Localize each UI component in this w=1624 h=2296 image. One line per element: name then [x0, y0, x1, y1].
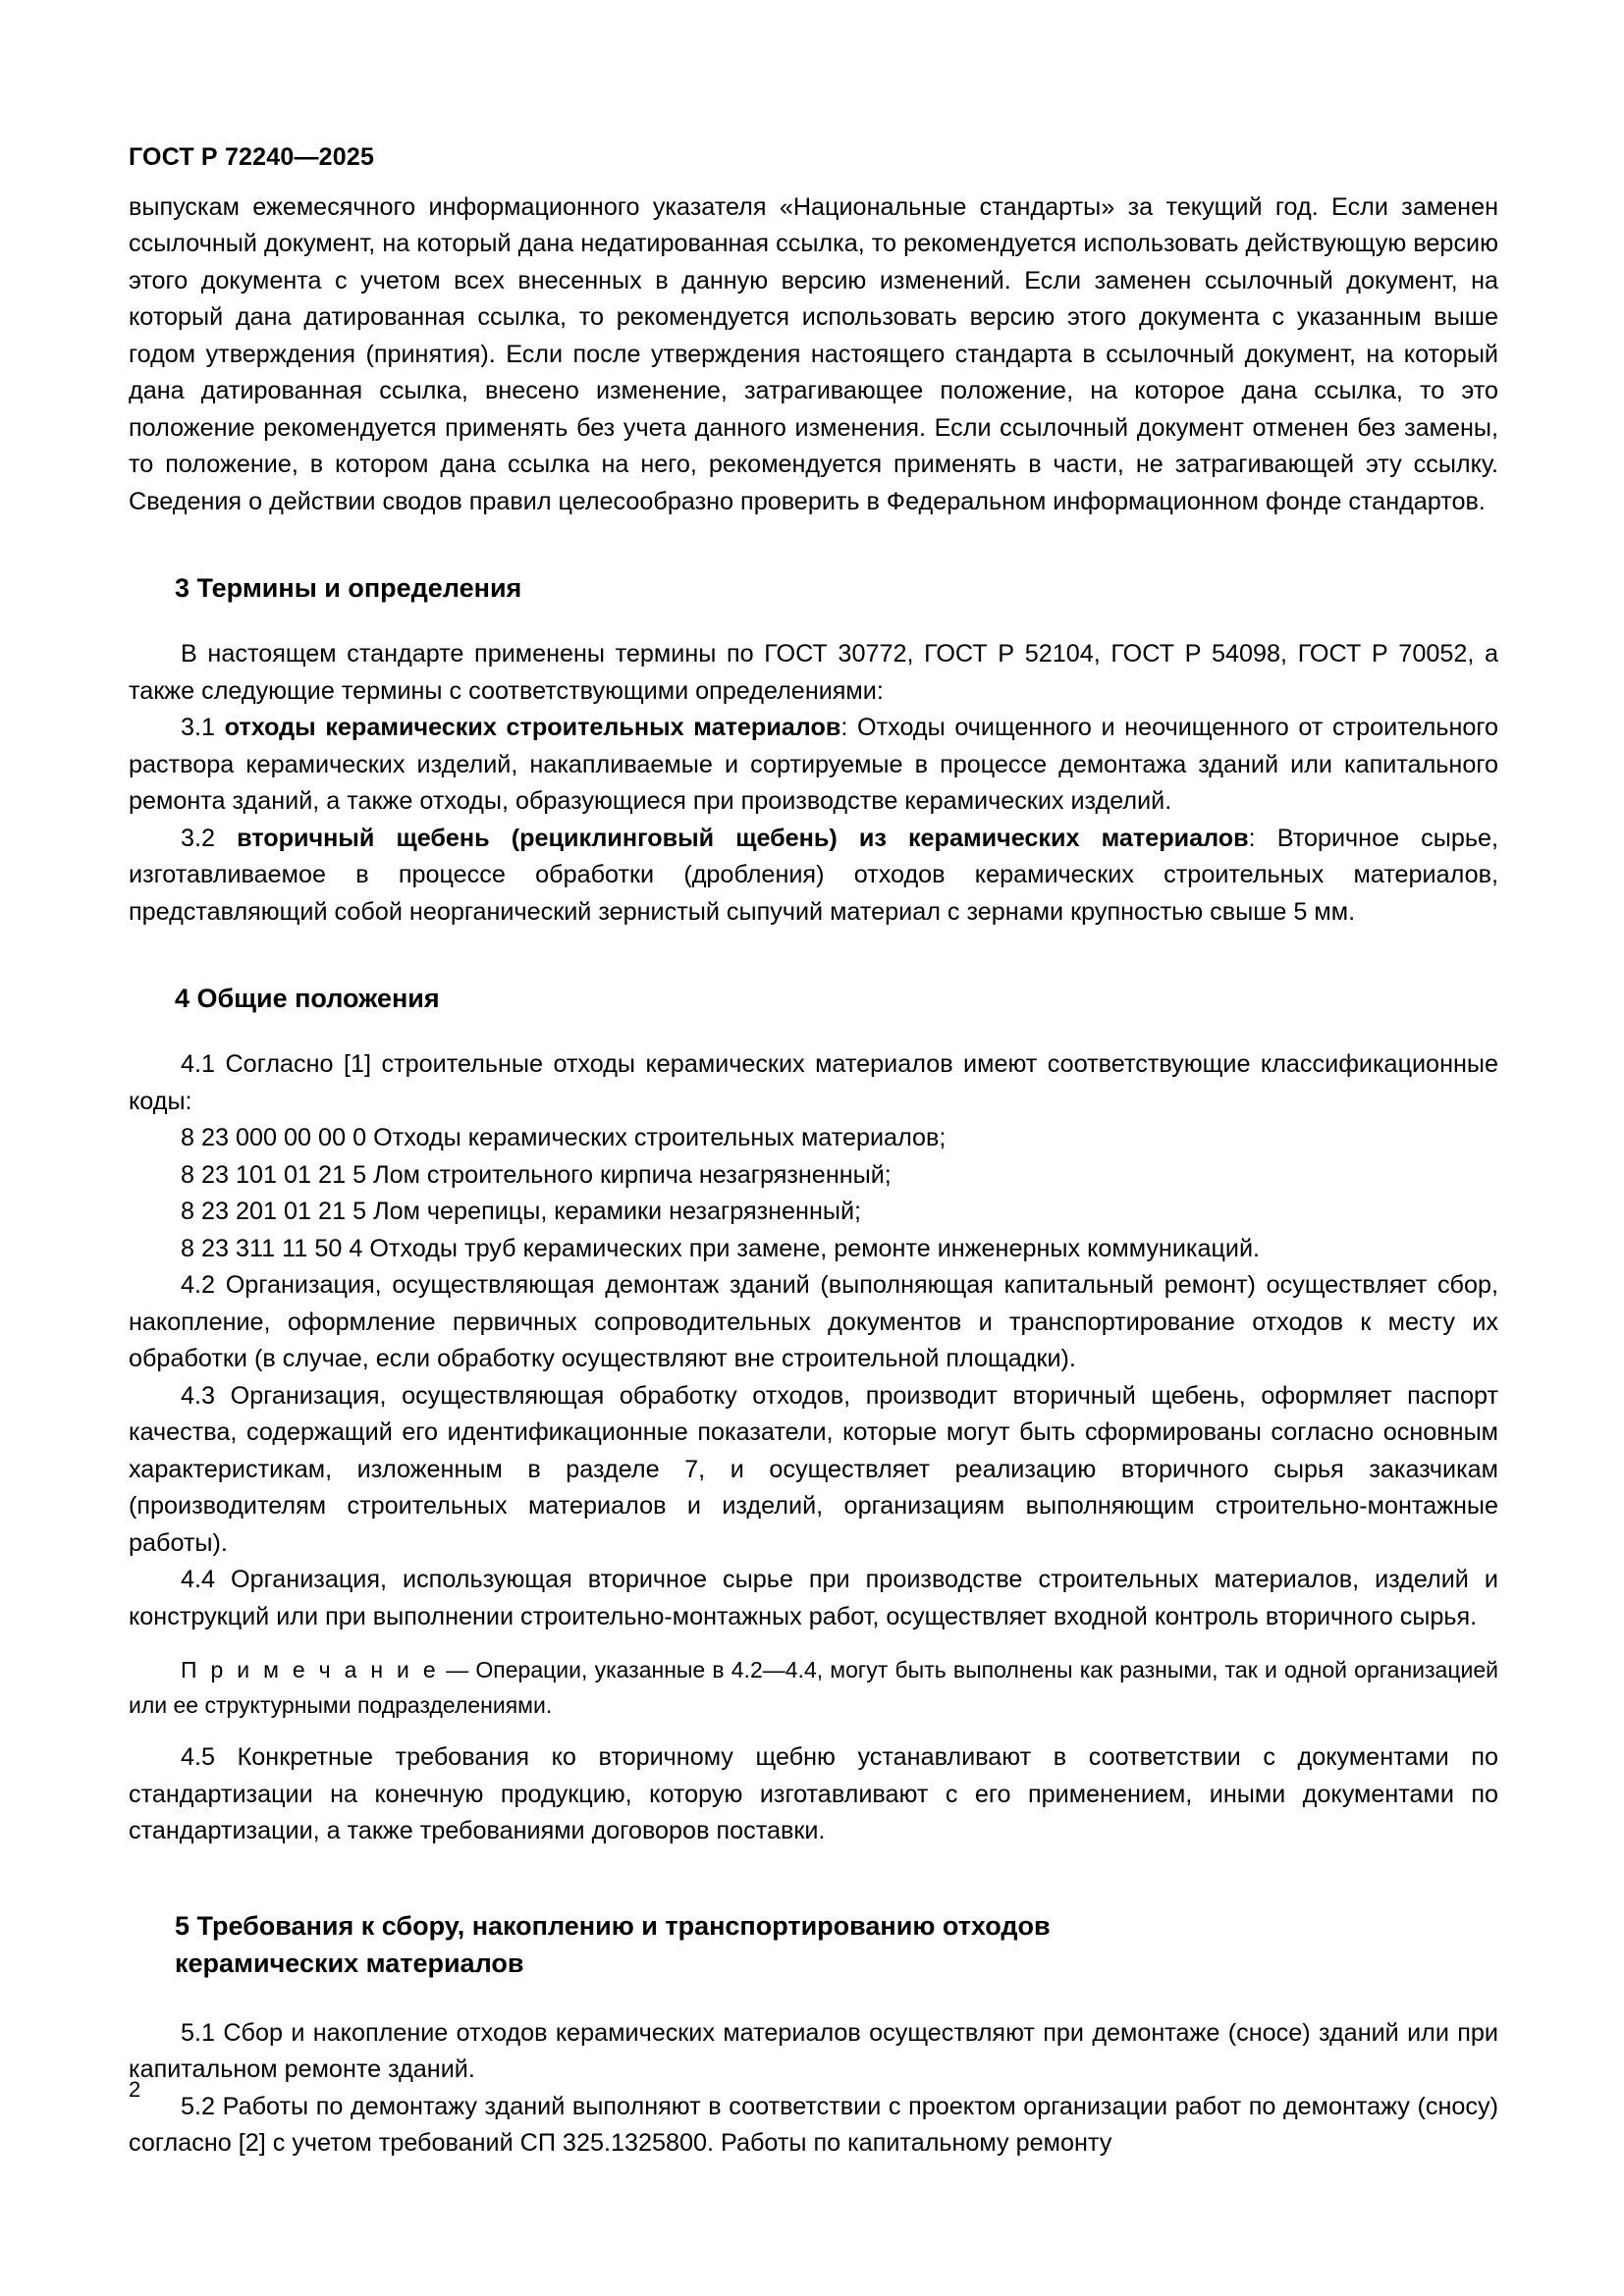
spacer: [129, 1982, 1498, 2015]
spacer: [129, 520, 1498, 569]
note-text: — Операции, указанные в 4.2—4.4, могут быть выполнены как разными, так и одной организацией или ее структурными подразделениями.: [129, 1657, 1498, 1718]
spacer: [129, 1017, 1498, 1046]
clause-4-2: 4.2 Организация, осуществляющая демонтаж зданий (выполняющая капитальный ремонт) осуществляет сбор, накопление, оформление первичных сопроводительных документов и транспортирование отходов к месту их обработки (в случае, если обработку осуществляют вне строительной площадки).: [129, 1271, 1498, 1372]
clause-4-1: 4.1 Согласно [1] строительные отходы керамических материалов имеют соответствующие классификационные коды:: [129, 1050, 1498, 1115]
spacer: [129, 1635, 1498, 1652]
clause-5-2: 5.2 Работы по демонтажу зданий выполняют в соответствии с проектом организации работ по демонтажу (сносу) согласно [2] с учетом требований СП 325.1325800. Работы по капитальному ремонту: [129, 2092, 1498, 2157]
term-3-1-number: 3.1: [181, 714, 216, 741]
continued-paragraph: выпускам ежемесячного информационного указателя «Национальные стандарты» за текущий год. Если заменен ссылочный документ, на который дана недатированная ссылка, то рекомендуется использовать действующую версию этого документа с учетом всех внесенных в данную версию изменений. Если заменен ссылочный документ, на который дана датированная ссылка, то рекомендуется использовать версию этого документа с указанным выше годом утверждения (принятия). Если после утверждения настоящего стандарта в ссылочный документ, на который дана датированная ссылка, внесено изменение, затрагивающее положение, на которое дана ссылка, то это положение рекомендуется применять без учета данного изменения. Если ссылочный документ отменен без замены, то положение, в котором дана ссылка на него, рекомендуется применять в части, не затрагивающей эту ссылку. Сведения о действии сводов правил целесообразно проверить в Федеральном информационном фонде стандартов.: [129, 192, 1498, 515]
section3-intro: В настоящем стандарте применены термины по ГОСТ 30772, ГОСТ Р 52104, ГОСТ Р 54098, ГОСТ Р 70052, а также следующие термины с соответствующими определениями:: [129, 640, 1498, 705]
note-label: П р и м е ч а н и е: [181, 1657, 440, 1682]
section-heading-5-line1: 5 Требования к сбору, накоплению и транспортированию отходов: [175, 1910, 1051, 1941]
waste-code-line: 8 23 101 01 21 5 Лом строительного кирпича незагрязненный;: [181, 1160, 892, 1189]
term-3-2: 3.2 вторичный щебень (рециклинговый щебень) из керамических материалов: Вторичное сырье, изготавливаемое в процессе обработки (дробления) отходов керамических строительных материалов, представляющий собой неорганический зернистый сыпучий материал с зернами крупностью свыше 5 мм.: [129, 824, 1499, 926]
note-4-2-4-4: [129, 1652, 1498, 1723]
section-heading-5-line2: керамических материалов: [175, 1948, 524, 1978]
term-3-2-definition: Вторичное сырье, изготавливаемое в процессе обработки (дробления) отходов керамических строительных материалов, представляющий собой неорганический зернистый сыпучий материал с зернами крупностью свыше 5 мм.: [129, 824, 1499, 926]
page-content: [129, 0, 1498, 2163]
term-3-1-definition: Отходы очищенного и неочищенного от строительного раствора керамических изделий, накапливаемые и сортируемые в процессе демонтажа зданий или капитального ремонта зданий, а также отходы, образующиеся при производстве керамических изделий.: [129, 714, 1499, 815]
waste-code-line: 8 23 201 01 21 5 Лом черепицы, керамики незагрязненный;: [181, 1198, 862, 1225]
term-3-2-name: вторичный щебень (рециклинговый щебень) из керамических материалов: [237, 824, 1249, 852]
clause-4-3: 4.3 Организация, осуществляющая обработку отходов, производит вторичный щебень, оформляет паспорт качества, содержащий его идентификационные показатели, которые могут быть сформированы согласно основным характеристикам, изложенным в разделе 7, и осуществляет реализацию вторичного сырья заказчикам (производителям строительных материалов и изделий, организациям выполняющим строительно-монтажные работы).: [129, 1381, 1498, 1557]
section-heading-4: 4 Общие положения: [175, 984, 440, 1013]
term-3-1: 3.1 отходы керамических строительных материалов: Отходы очищенного и неочищенного от строительного раствора керамических изделий, накапливаемые и сортируемые в процессе демонтажа зданий или капитального ремонта зданий, а также отходы, образующиеся при производстве керамических изделий.: [129, 714, 1499, 815]
clause-5-1: 5.1 Сбор и накопление отходов керамических материалов осуществляют при демонтаже (сносе) зданий или при капитальном ремонте зданий.: [129, 2018, 1498, 2083]
spacer: [129, 1723, 1498, 1739]
page-number: 2: [129, 2077, 141, 2102]
spacer: [129, 607, 1498, 636]
spacer: [129, 1850, 1498, 1907]
section-heading-3: 3 Термины и определения: [175, 573, 522, 603]
running-header: ГОСТ Р 72240—2025: [129, 143, 375, 171]
clause-4-4: 4.4 Организация, использующая вторичное сырье при производстве строительных материалов, изделий и конструкций или при выполнении строительно-монтажных работ, осуществляет входной контроль вторичного сырья.: [129, 1566, 1498, 1630]
spacer: [129, 931, 1498, 980]
clause-4-5: 4.5 Конкретные требования ко вторичному щебню устанавливают в соответствии с документами по стандартизации на конечную продукцию, которую изготавливают с его применением, иными документами по стандартизации, а также требованиями договоров поставки.: [129, 1743, 1498, 1844]
section-heading-5: [129, 1907, 1498, 1982]
term-3-1-name: отходы керамических строительных материалов: [224, 714, 841, 741]
term-3-2-number: 3.2: [181, 824, 216, 852]
waste-code-line: 8 23 311 11 50 4 Отходы труб керамических при замене, ремонте инженерных коммуникаций.: [181, 1234, 1261, 1262]
waste-code-line: 8 23 000 00 00 0 Отходы керамических строительных материалов;: [181, 1124, 947, 1151]
